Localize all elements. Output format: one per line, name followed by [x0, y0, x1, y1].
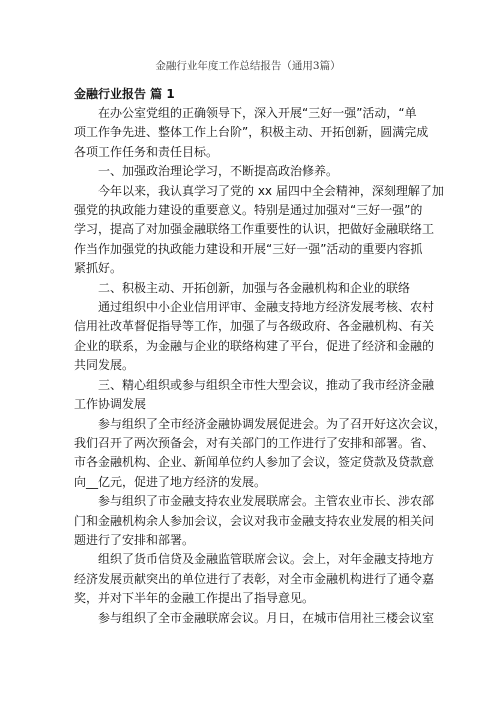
paragraph-line: 一、加强政治理论学习，不断提高政治修养。 — [98, 164, 339, 179]
paragraph-line: 参与组织了市金融支持农业发展联席会。主管农业市长、涉农部 — [98, 494, 435, 509]
paragraph-line: 强党的执政能力建设的重要意义。特别是通过加强对“三好一强”的 — [74, 203, 423, 218]
paragraph-line: 共同发展。 — [74, 358, 135, 373]
running-header: 金融行业年度工作总结报告（通用3篇） — [155, 60, 341, 72]
paragraph-line: 市各金融机构、企业、新闻单位约人参加了会议，签定贷款及贷款意 — [74, 455, 435, 470]
paragraph-line: 各项工作任务和责任目标。 — [74, 144, 219, 159]
paragraph-line: 学习，提高了对加强金融联络工作重要性的认识，把做好金融联络工 — [74, 222, 435, 237]
paragraph-line: 作当作加强党的执政能力建设和开展“三好一强”活动的重要内容抓 — [74, 241, 423, 256]
paragraph — [74, 376, 436, 415]
paragraph-line: 通过组织中小企业信用评审、金融支持地方经济发展考核、农村 — [98, 300, 435, 315]
paragraph-line: 二、积极主动、开拓创新，加强与各金融机构和企业的联络 — [98, 280, 411, 295]
paragraph-line: 工作协调发展 — [74, 397, 147, 412]
paragraph-line: 在办公室党组的正确领导下，深入开展“三好一强”活动，“单 — [98, 106, 417, 120]
paragraph — [74, 492, 436, 550]
paragraph-list — [74, 104, 447, 628]
paragraph-line: 参与组织了全市经济金融协调发展促进会。为了召开好这次会议， — [98, 416, 447, 431]
paragraph-line: 今年以来，我认真学习了党的 xx 届四中全会精神，深刻理解了加 — [98, 183, 444, 198]
paragraph-line: 组织了货币信贷及金融监管联席会议。会上，对年金融支持地方 — [98, 552, 435, 567]
paragraph — [74, 550, 436, 608]
paragraph-line: 向__亿元，促进了地方经济的发展。 — [74, 474, 267, 489]
paragraph — [74, 609, 436, 628]
paragraph-line: 门和金融机构余人参加会议，会议对我市金融支持农业发展的相关问 — [74, 513, 435, 528]
paragraph-line: 奖，并对下半年的金融工作提出了指导意见。 — [74, 591, 315, 606]
paragraph — [74, 182, 444, 279]
paragraph-line: 三、精心组织或参与组织全市性大型会议，推动了我市经济金融 — [98, 377, 435, 392]
document-body — [74, 85, 447, 628]
paragraph-line: 项工作争先进、整体工作上台阶”，积极主动、开拓创新，圆满完成 — [74, 125, 429, 140]
paragraph — [74, 298, 436, 376]
paragraph — [74, 104, 436, 162]
paragraph — [74, 162, 436, 181]
section-title: 金融行业报告 篇 1 — [74, 87, 175, 101]
paragraph-line: 参与组织了全市金融联席会议。月日，在城市信用社三楼会议室 — [98, 610, 435, 625]
paragraph-line: 企业的联系，为金融与企业的联络构建了平台，促进了经济和金融的 — [74, 338, 435, 353]
paragraph — [74, 279, 436, 298]
paragraph-line: 信用社改革督促指导等工作，加强了与各级政府、各金融机构、有关 — [74, 319, 435, 334]
paragraph-line: 紧抓好。 — [74, 261, 123, 276]
paragraph — [74, 415, 447, 493]
paragraph-line: 题进行了安排和部署。 — [74, 532, 195, 547]
paragraph-line: 我们召开了两次预备会，对有关部门的工作进行了安排和部署。省、 — [74, 435, 435, 450]
paragraph-line: 经济发展贡献突出的单位进行了表彰，对全市金融机构进行了通令嘉 — [74, 571, 435, 586]
